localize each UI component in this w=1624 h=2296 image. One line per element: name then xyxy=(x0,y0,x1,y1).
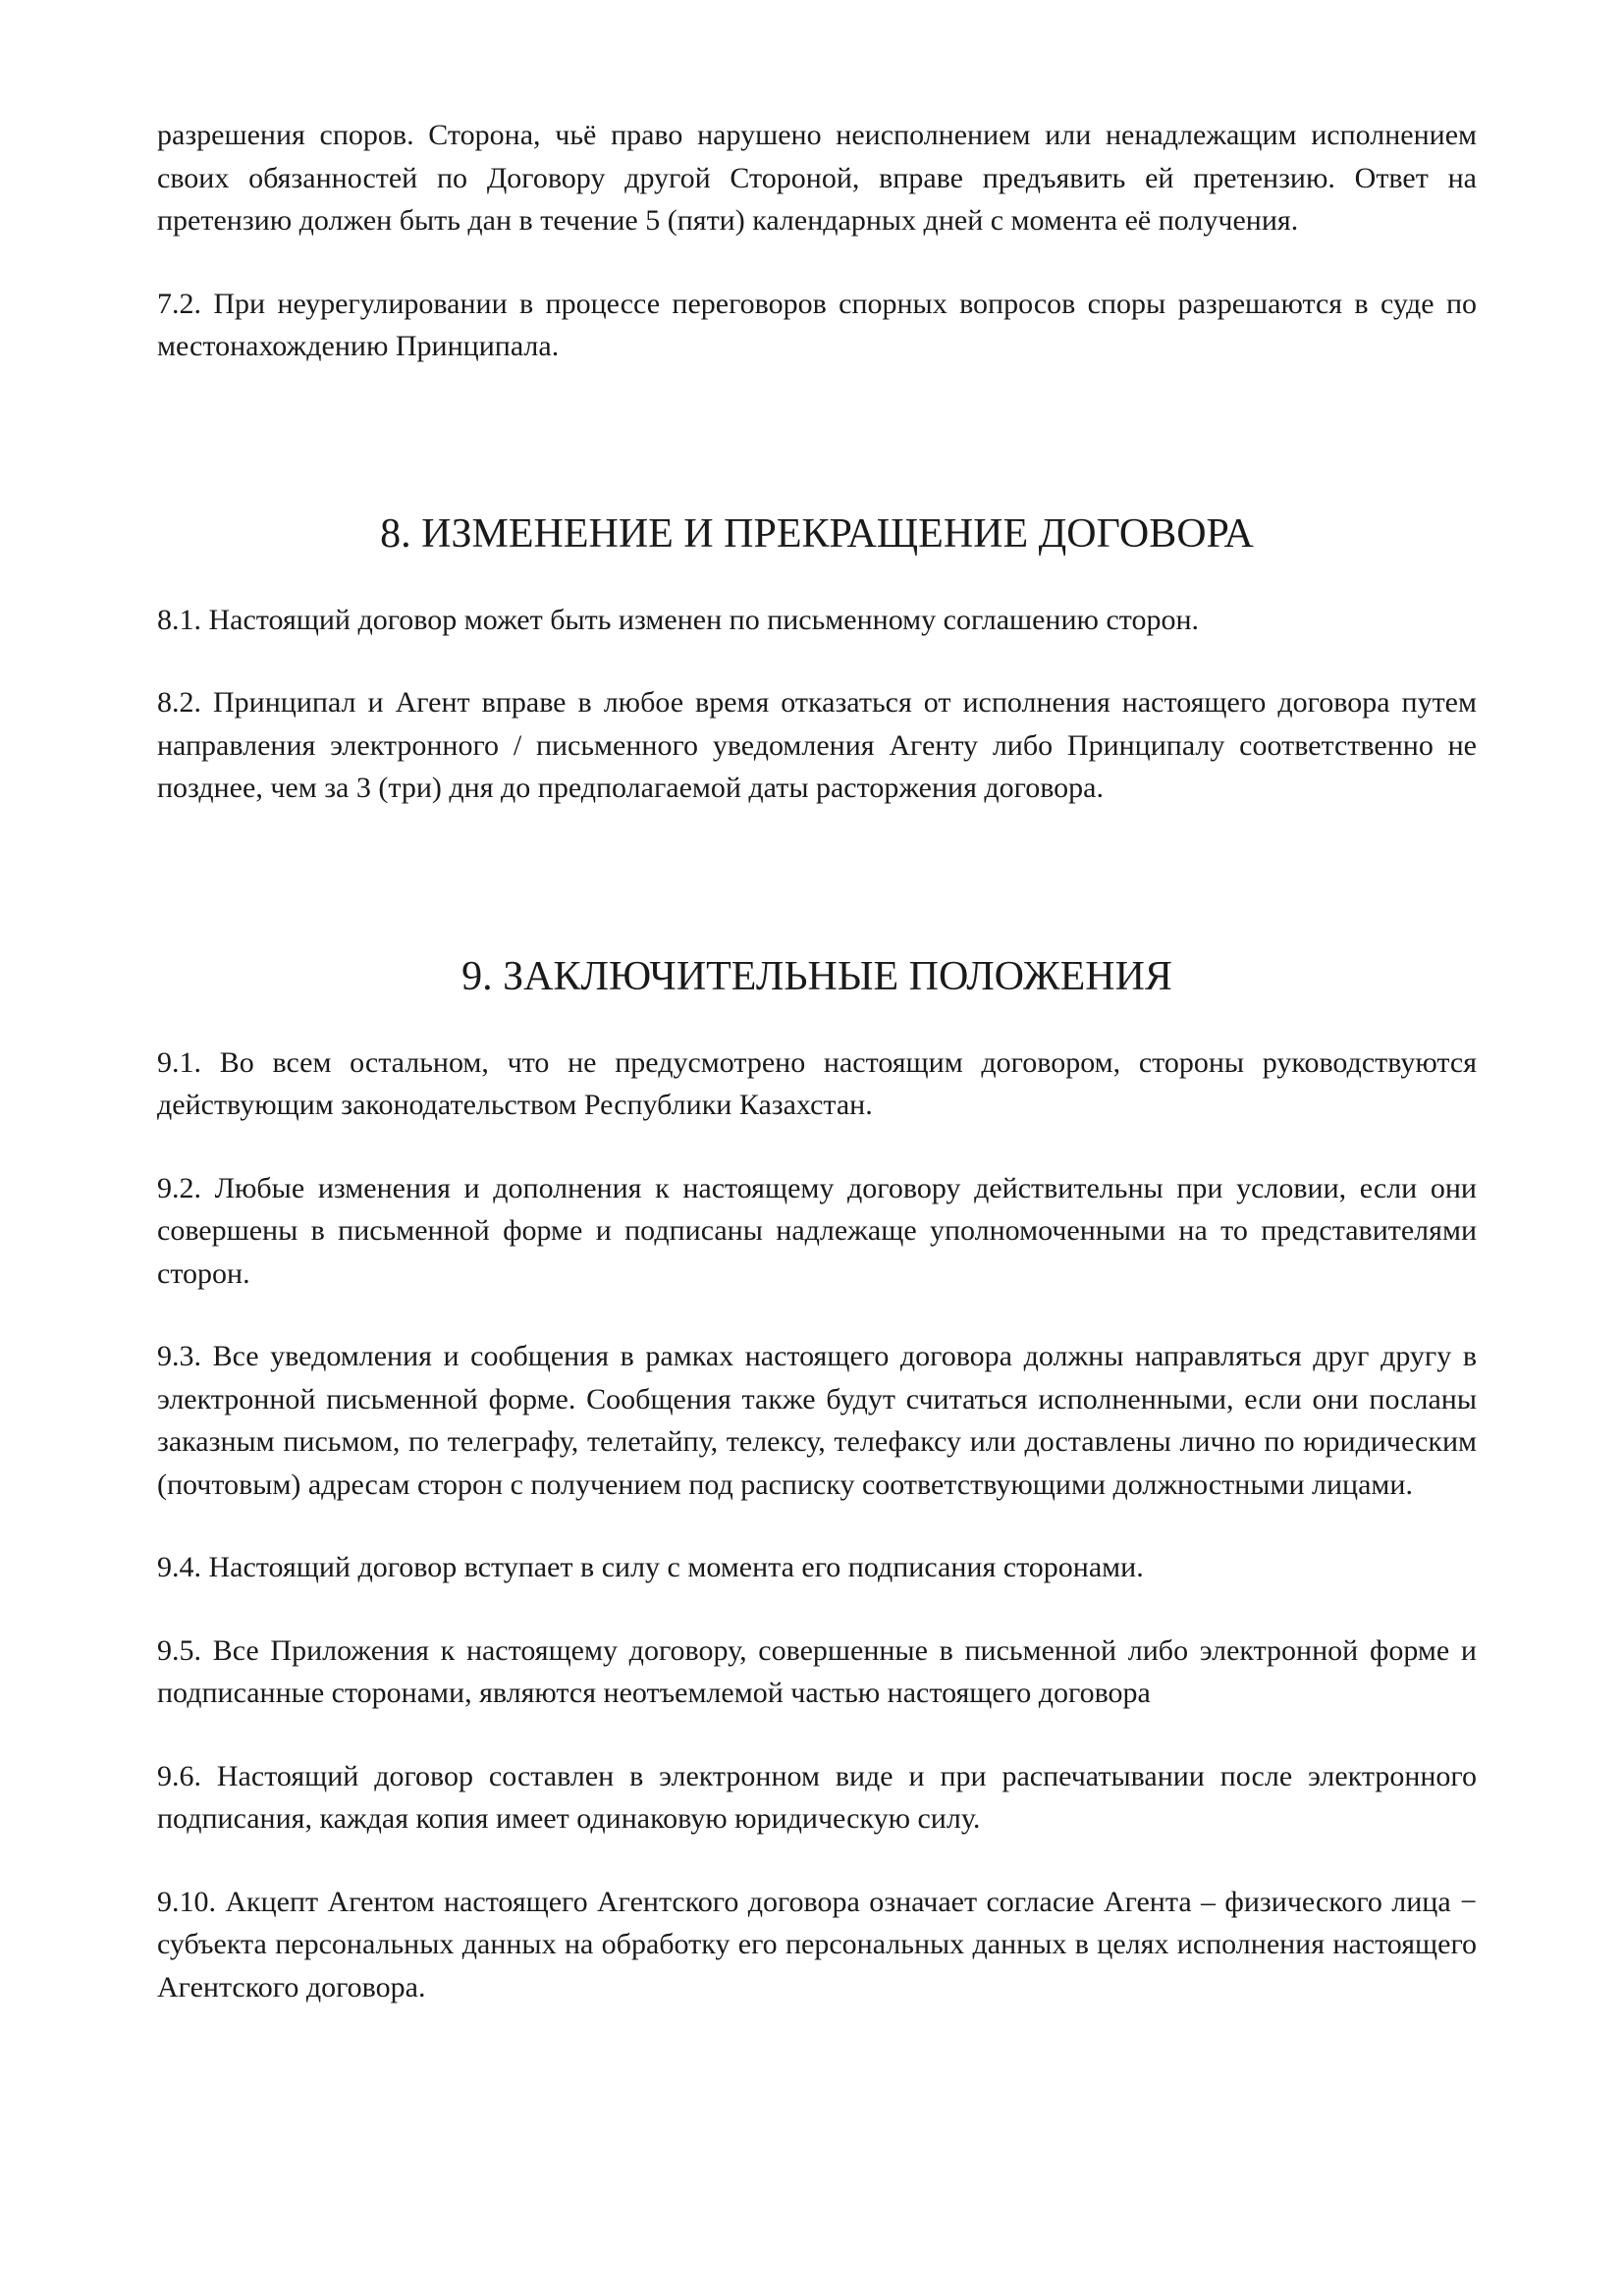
document-body xyxy=(157,114,1477,2008)
section-8-heading: 8. ИЗМЕНЕНИЕ И ПРЕКРАЩЕНИЕ ДОГОВОРА xyxy=(380,510,1254,557)
paragraph-9-4: 9.4. Настоящий договор вступает в силу с момента его подписания сторонами. xyxy=(157,1551,1144,1583)
section-9-heading: 9. ЗАКЛЮЧИТЕЛЬНЫЕ ПОЛОЖЕНИЯ xyxy=(461,953,1172,999)
paragraph-8-2: 8.2. Принципал и Агент вправе в любое время отказаться от исполнения настоящего договора путем направления электронного / письменного уведомления Агенту либо Принципалу соответственно не позднее, чем за 3 (три) дня до предполагаемой даты расторжения договора. xyxy=(157,686,1477,804)
paragraph-9-2: 9.2. Любые изменения и дополнения к настоящему договору действительны при условии, если они совершены в письменной форме и подписаны надлежаще уполномоченными на то представителями сторон. xyxy=(157,1171,1477,1290)
paragraph-9-5: 9.5. Все Приложения к настоящему договору, совершенные в письменной либо электронной форме и подписанные сторонами, являются неотъемлемой частью настоящего договора xyxy=(157,1633,1477,1709)
paragraph-9-6: 9.6. Настоящий договор составлен в электронном виде и при распечатывании после электронного подписания, каждая копия имеет одинаковую юридическую силу. xyxy=(157,1759,1477,1835)
paragraph-7-1-continuation: разрешения споров. Сторона, чьё право нарушено неисполнением или ненадлежащим исполнением своих обязанностей по Договору другой Стороной, вправе предъявить ей претензию. Ответ на претензию должен быть дан в течение 5 (пяти) календарных дней с момента её получения. xyxy=(157,119,1477,237)
paragraph-9-1: 9.1. Во всем остальном, что не предусмотрено настоящим договором, стороны руководствуются действующим законодательством Республики Казахстан. xyxy=(157,1045,1477,1121)
paragraph-9-10: 9.10. Акцепт Агентом настоящего Агентского договора означает согласие Агента – физического лица − субъекта персональных данных на обработку его персональных данных в целях исполнения настоящего Агентского договора. xyxy=(157,1885,1477,2003)
paragraph-8-1: 8.1. Настоящий договор может быть изменен по письменному соглашению сторон. xyxy=(157,603,1200,636)
paragraph-7-2: 7.2. При неурегулировании в процессе переговоров спорных вопросов споры разрешаются в суде по местонахождению Принципала. xyxy=(157,287,1477,362)
paragraph-9-3: 9.3. Все уведомления и сообщения в рамках настоящего договора должны направляться друг другу в электронной письменной форме. Сообщения также будут считаться исполненными, если они посланы заказным письмом, по телеграфу, телетайпу, телексу, телефаксу или доставлены лично по юридическим (почтовым) адресам сторон с получением под расписку соответствующими должностными лицами. xyxy=(157,1340,1477,1501)
